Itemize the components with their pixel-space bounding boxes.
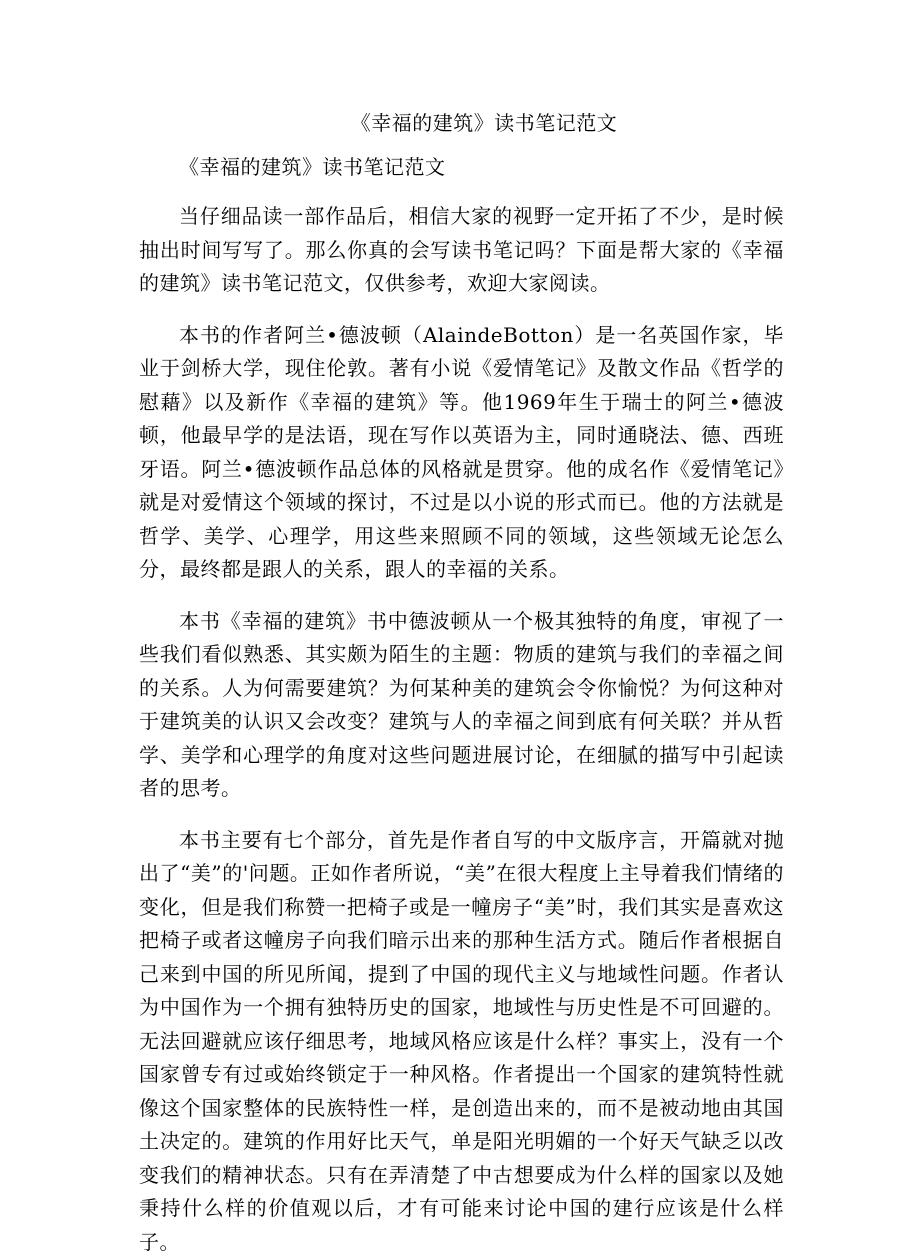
paragraph-structure: 本书主要有七个部分，首先是作者自写的中文版序言，开篇就对抛出了“美”的'问题。正如作者所说，“美”在很大程度上主导着我们情绪的变化，但是我们称赞一把椅子或是一幢房子“美”时，我们其实是喜欢这把椅子或者这幢房子向我们暗示出来的那种生活方式。随后作者根据自己来到中国的所见所闻，提到了中国的现代主义与地域性问题。作者认为中国作为一个拥有独特历史的国家，地域性与历史性是不可回避的。无法回避就应该仔细思考，地域风格应该是什么样？事实上，没有一个国家曾专有过或始终锁定于一种风格。作者提出一个国家的建筑特性就像这个国家整体的民族特性一样，是创造出来的，而不是被动地由其国土决定的。建筑的作用好比天气，单是阳光明媚的一个好天气缺乏以改变我们的精神状态。只有在弄清楚了中古想要成为什么样的国家以及她秉持什么样的价值观以后，才有可能来讨论中国的建行应该是什么样子。 (139, 824, 784, 1259)
paragraph-author: 本书的作者阿兰•德波顿（AlaindeBotton）是一名英国作家，毕业于剑桥大学，现住伦敦。著有小说《爱情笔记》及散文作品《哲学的慰藉》以及新作《幸福的建筑》等。他1969年生于瑞士的阿兰•德波顿，他最早学的是法语，现在写作以英语为主，同时通晓法、德、西班牙语。阿兰•德波顿作品总体的风格就是贯穿。他的成名作《爱情笔记》就是对爱情这个领域的探讨，不过是以小说的形式而已。他的方法就是哲学、美学、心理学，用这些来照顾不同的领域，这些领域无论怎么分，最终都是跟人的关系，跟人的幸福的关系。 (139, 319, 784, 587)
paragraph-theme: 本书《幸福的建筑》书中德波顿从一个极其独特的角度，审视了一些我们看似熟悉、其实颇为陌生的主题：物质的建筑与我们的幸福之间的关系。人为何需要建筑？为何某种美的建筑会令你愉悦？为何这种对于建筑美的认识又会改变？建筑与人的幸福之间到底有何关联？并从哲学、美学和心理学的角度对这些问题进展讨论，在细腻的描写中引起读者的思考。 (139, 605, 784, 806)
paragraph-intro: 当仔细品读一部作品后，相信大家的视野一定开拓了不少，是时候抽出时间写写了。那么你真的会写读书笔记吗？下面是帮大家的《幸福的建筑》读书笔记范文，仅供参考，欢迎大家阅读。 (139, 200, 784, 301)
document-subtitle: 《幸福的建筑》读书笔记范文 (139, 151, 784, 184)
document-title: 《幸福的建筑》读书笔记范文 (0, 108, 920, 138)
document-body (139, 151, 784, 1259)
